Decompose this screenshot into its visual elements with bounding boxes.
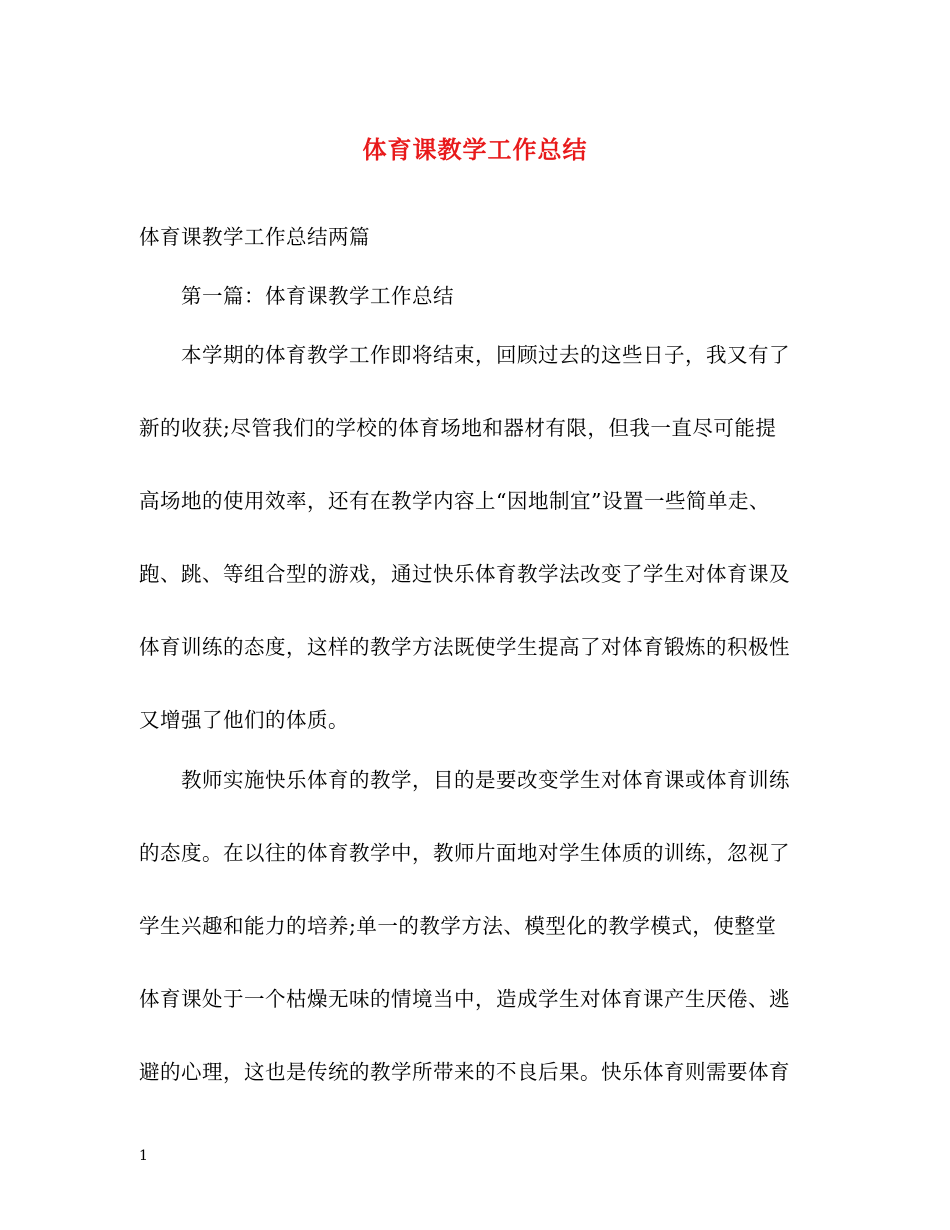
paragraph-line: 避的心理，这也是传统的教学所带来的不良后果。快乐体育则需要体育 [139, 1060, 790, 1084]
document-title: 体育课教学工作总结 [362, 135, 588, 164]
page-number: 1 [139, 1148, 148, 1164]
paragraph-line: 本学期的体育教学工作即将结束，回顾过去的这些日子，我又有了 [181, 343, 790, 367]
paragraph-line: 学生兴趣和能力的培养;单一的教学方法、模型化的教学模式，使整堂 [139, 914, 777, 938]
section-heading: 第一篇：体育课教学工作总结 [181, 284, 454, 308]
paragraph-line: 教师实施快乐体育的教学，目的是要改变学生对体育课或体育训练 [181, 768, 790, 792]
paragraph-line: 高场地的使用效率，还有在教学内容上“因地制宜”设置一些简单走、 [139, 489, 770, 513]
paragraph-line: 新的收获;尽管我们的学校的体育场地和器材有限，但我一直尽可能提 [139, 416, 777, 440]
paragraph-line: 体育训练的态度，这样的教学方法既使学生提高了对体育锻炼的积极性 [139, 635, 790, 659]
paragraph-line: 体育课处于一个枯燥无味的情境当中，造成学生对体育课产生厌倦、逃 [139, 987, 790, 1011]
paragraph-line: 跑、跳、等组合型的游戏，通过快乐体育教学法改变了学生对体育课及 [139, 562, 790, 586]
paragraph-line: 的态度。在以往的体育教学中，教师片面地对学生体质的训练，忽视了 [139, 841, 790, 865]
document-subtitle: 体育课教学工作总结两篇 [139, 225, 370, 249]
paragraph-line: 又增强了他们的体质。 [139, 708, 349, 732]
